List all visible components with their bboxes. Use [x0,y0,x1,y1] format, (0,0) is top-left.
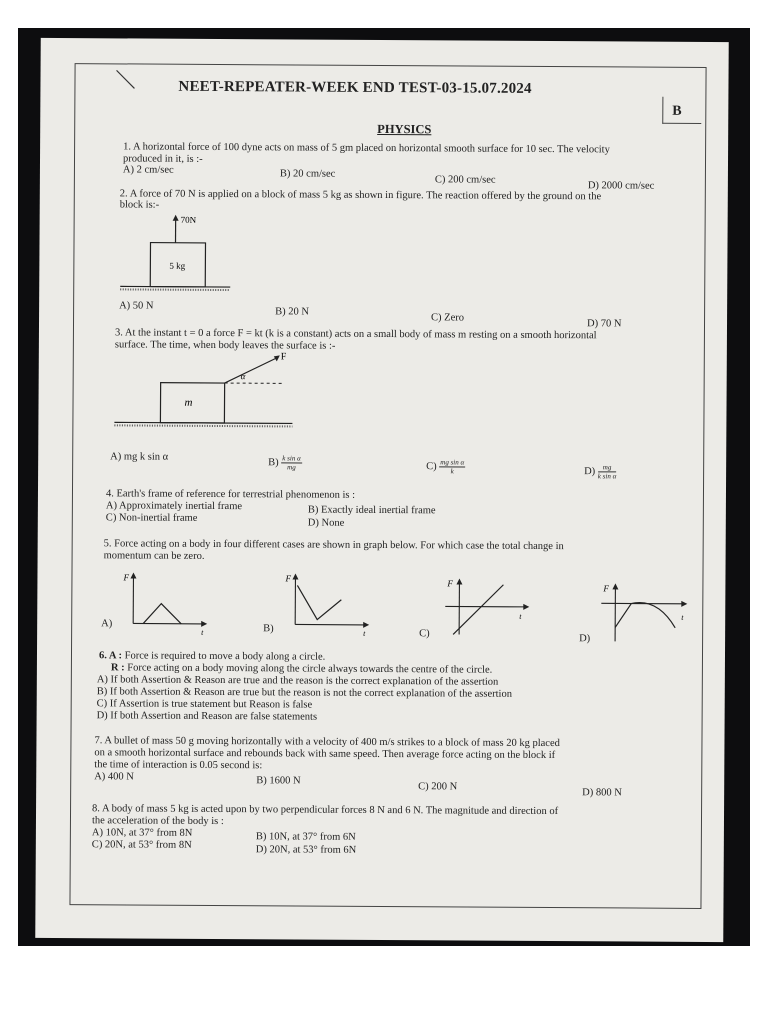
q5-graph-a [121,568,211,637]
q2-fig-force-label: 70N [180,214,197,225]
paper-code: B [672,103,682,119]
q3-option-d: D) $\frac{mg}{\text{k sin α}}$ [584,463,617,481]
q5-option-d: D) [579,633,591,645]
q6-option-c: C) If Assertion is true statement but Reason is false [96,698,313,711]
q7-text-3: the time of interaction is 0.05 second is: [94,759,263,772]
q8-option-d: D) 20N, at 53° from 6N [255,844,357,856]
q6-option-d: D) If both Assertion and Reason are false statements [96,710,318,723]
q2-option-b: B) 20 N [275,306,309,318]
q7-option-d: D) 800 N [582,787,622,799]
q5-graph-b [283,569,373,638]
q2-figure [115,208,236,299]
q5-graph-d [597,579,693,644]
q3-text: 3. At the instant t = 0 a force F = kt (k is a constant) acts on a small body of mass m resting on a smooth horizontal [114,327,597,342]
q3-fig-force-label: F [280,351,287,363]
q5-text-2: momentum can be zero. [103,550,205,562]
page-title: NEET-REPEATER-WEEK END TEST-03-15.07.2024 [178,78,532,97]
subject-title: PHYSICS [377,121,432,137]
q5d-axis-y: F [603,583,609,594]
q4-option-b: B) Exactly ideal inertial frame [307,504,436,517]
q5-graph-c [441,574,533,639]
q5b-axis-x: t [363,628,366,638]
q3-fig-mass-label: m [184,396,193,409]
q3-fig-angle-label: α [240,371,246,382]
q5-text: 5. Force acting on a body in four different cases are shown in graph below. For which case the total change in [103,538,564,553]
q4-option-c: C) Non-inertial frame [105,512,198,524]
q1-option-a: A) 2 cm/sec [122,164,174,176]
q5a-axis-y: F [123,572,129,583]
q5b-axis-y: F [285,573,291,584]
q6-assertion: 6. A : Force is required to move a body along a circle. [98,650,326,663]
q3-option-a: A) mg k sin α [110,451,169,463]
q4-option-d: D) None [307,517,345,529]
q3-text-2: surface. The time, when body leaves the surface is :- [114,339,336,352]
q7-text: 7. A bullet of mass 50 g moving horizontally with a velocity of 400 m/s strikes to a block of mass 20 kg placed [94,735,560,750]
q7-text-2: on a smooth horizontal surface and rebounds back with same speed. Then average force acting on the block if [94,747,556,762]
q1-option-b: B) 20 cm/sec [279,168,336,180]
q6-reason: R : Force acting on a body moving along the circle always towards the centre of the circle. [110,662,493,676]
q2-text: 2. A force of 70 N is applied on a block of mass 5 kg as shown in figure. The reaction offered by the ground on the [119,188,602,203]
q8-option-a: A) 10N, at 37° from 8N [91,827,193,839]
corner-mark [114,68,138,92]
q3-figure [112,350,303,441]
q8-text: 8. A body of mass 5 kg is acted upon by two perpendicular forces 8 N and 6 N. The magnitude and direction of [92,803,559,818]
q1-text: 1. A horizontal force of 100 dyne acts on mass of 5 gm placed on horizontal smooth surface for 10 sec. The velocity [123,141,610,156]
q5-option-c: C) [419,628,430,640]
q2-option-a: A) 50 N [119,300,154,312]
q3-option-c: C) $\frac{\text{mg sin α}}{k}$ [426,458,465,476]
q4-option-a: A) Approximately inertial frame [105,500,243,513]
q4-text: 4. Earth's frame of reference for terrestrial phenomenon is : [105,488,356,501]
q5c-axis-y: F [447,578,453,589]
q2-text-2: block is:- [119,199,160,211]
q7-option-c: C) 200 N [418,781,458,793]
q7-option-a: A) 400 N [94,771,134,783]
exam-paper [35,38,728,942]
q1-text-2: produced in it, is :- [122,153,203,165]
q1-option-d: D) 2000 cm/sec [587,180,655,192]
q8-option-b: B) 10N, at 37° from 6N [255,831,356,843]
q5c-axis-x: t [519,611,522,621]
q5a-axis-x: t [201,627,204,637]
q2-fig-mass-label: 5 kg [169,260,186,271]
q6-option-a: A) If both Assertion & Reason are true and the reason is the correct explanation of the assertion [96,674,499,688]
q5-option-a: A) [101,618,113,630]
q6-option-b: B) If both Assertion & Reason are true but the reason is not the correct explanation of the assertion [96,686,513,700]
q7-option-b: B) 1600 N [256,775,301,787]
q2-option-c: C) Zero [431,312,465,324]
q5d-axis-x: t [681,612,684,622]
q8-option-c: C) 20N, at 53° from 8N [91,839,192,851]
q8-text-2: the acceleration of the body is : [91,815,224,828]
q5-option-b: B) [263,623,274,635]
q1-option-c: C) 200 cm/sec [434,174,496,186]
q3-option-b: B) $\frac{\text{k sin α}}{mg}$ [268,454,301,472]
q2-option-d: D) 70 N [586,318,622,330]
